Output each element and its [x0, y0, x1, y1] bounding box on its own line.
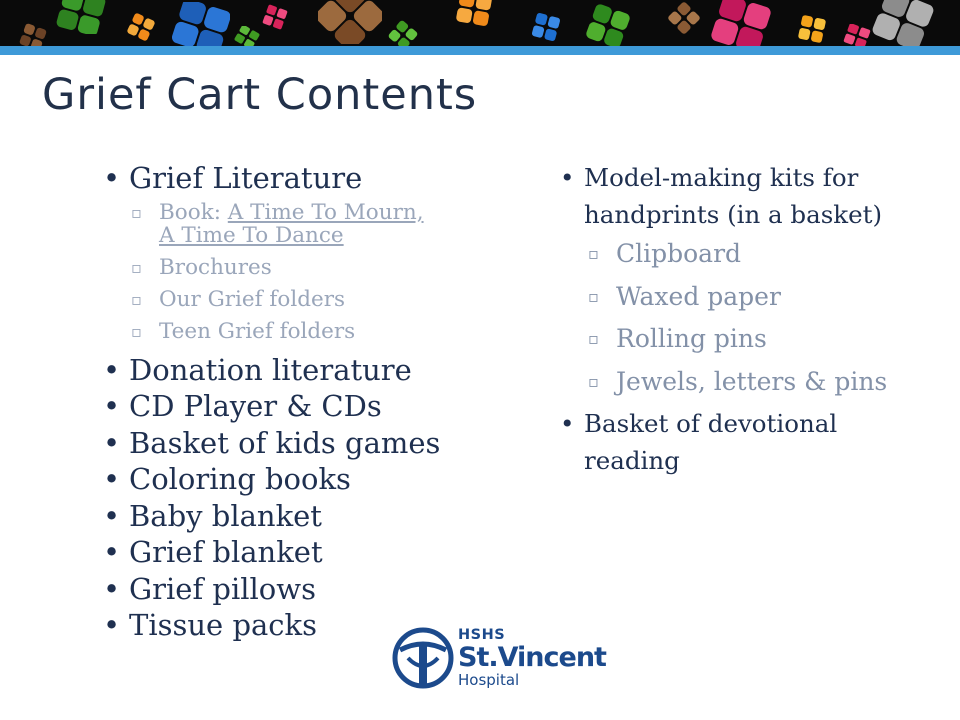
pink-tile-icon	[262, 4, 288, 30]
book-title-link-line2[interactable]: A Time To Dance	[159, 222, 344, 248]
logo-wordmark	[458, 627, 606, 689]
list-item: • Tissue packs	[103, 607, 523, 644]
banner-accent-rule	[0, 46, 960, 55]
sub-bullet-list	[584, 236, 920, 400]
sub-list-item: ▫ Clipboard	[584, 236, 920, 272]
brown-tile-icon	[18, 22, 48, 46]
list-item	[560, 160, 920, 400]
orange-tile-icon	[126, 12, 156, 42]
list-item: • Donation literature	[103, 352, 523, 389]
list-item: • Coloring books	[103, 461, 523, 498]
list-item: • Grief pillows	[103, 571, 523, 608]
brown-medium-tile-icon	[668, 2, 700, 34]
list-item	[103, 160, 523, 343]
sub-list-item: ▫ Waxed paper	[584, 279, 920, 315]
sub-list-item: ▫ Teen Grief folders	[129, 320, 523, 343]
book-prefix: Book:	[159, 199, 228, 225]
list-item-label: Model-making kits for handprints (in a basket)	[584, 163, 883, 229]
sub-list-item-book	[129, 201, 523, 247]
blue-small-tile-icon	[530, 12, 562, 42]
orange-large-tile-icon	[454, 0, 494, 26]
green-medium-tile-icon	[586, 4, 630, 46]
green-small-tile-icon	[234, 26, 260, 46]
hospital-logo	[388, 623, 606, 695]
sub-list-item: ▫ Brochures	[129, 256, 523, 279]
yellow-tile-icon	[796, 14, 828, 44]
pink-small-tile-icon	[842, 24, 872, 46]
logo-line1: HSHS	[458, 627, 506, 643]
logo-line3: Hospital	[458, 671, 520, 689]
sub-list-item: ▫ Our Grief folders	[129, 288, 523, 311]
sub-list-item: ▫ Jewels, letters & pins	[584, 364, 920, 400]
slide-title: Grief Cart Contents	[42, 70, 478, 120]
gray-tile-icon	[872, 0, 934, 46]
blue-tile-icon	[172, 2, 230, 46]
list-item: • Baby blanket	[103, 498, 523, 535]
book-title-link-line1[interactable]: A Time To Mourn,	[227, 199, 424, 225]
list-item: • Basket of devotional reading	[560, 406, 920, 479]
green-mini-tile-icon	[388, 20, 418, 46]
green-tile-icon	[56, 0, 106, 34]
cross-emblem-icon	[390, 624, 456, 696]
decorative-banner	[0, 0, 960, 46]
magenta-tile-icon	[710, 0, 772, 46]
logo-line2: St.Vincent	[458, 642, 606, 673]
brown-large-tile-icon	[318, 0, 382, 44]
list-item: • CD Player & CDs	[103, 388, 523, 425]
list-item-label: Grief Literature	[129, 161, 363, 195]
right-bullet-list	[560, 160, 920, 479]
left-bullet-list	[103, 160, 523, 644]
sub-bullet-list	[129, 201, 523, 343]
list-item: • Basket of kids games	[103, 425, 523, 462]
list-item: • Grief blanket	[103, 534, 523, 571]
sub-list-item: ▫ Rolling pins	[584, 321, 920, 357]
